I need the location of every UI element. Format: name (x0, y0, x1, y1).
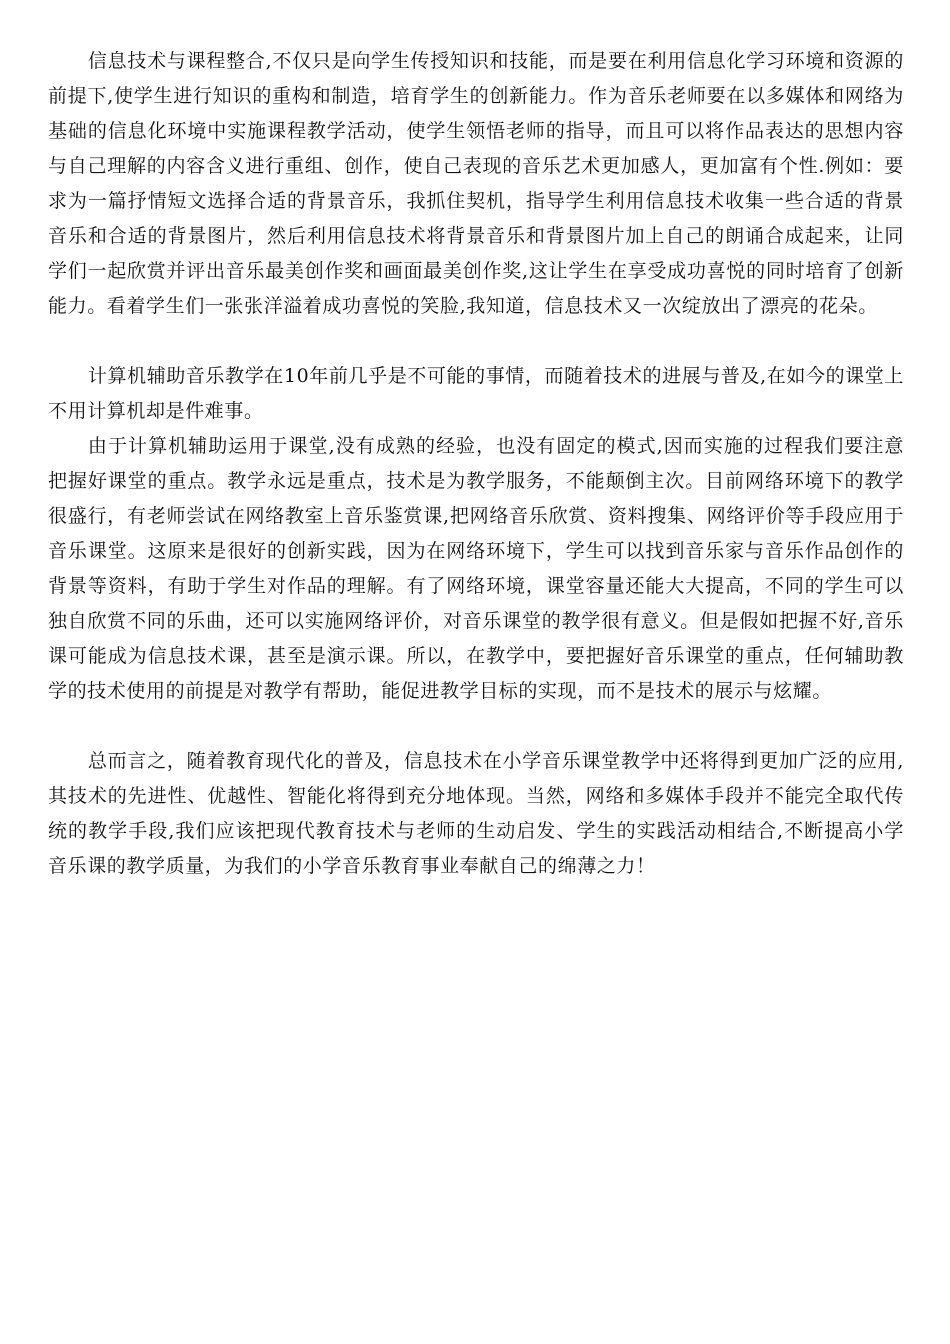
paragraph-computer-history: 计算机辅助音乐教学在10年前几乎是不可能的事情，而随着技术的进展与普及,在如今的课堂上不用计算机却是件难事。 (48, 365, 904, 422)
paragraph-gap (48, 709, 904, 744)
paragraph-gap (48, 324, 904, 359)
paragraph-conclusion: 总而言之，随着教育现代化的普及，信息技术在小学音乐课堂教学中还将得到更加广泛的应用,其技术的先进性、优越性、智能化将得到充分地体现。当然，网络和多媒体手段并不能完全取代传统的教学手段,我们应该把现代教育技术与老师的生动启发、学生的实践活动相结合,不断提高小学音乐课的教学质量，为我们的小学音乐教育事业奉献自己的绵薄之力！ (48, 750, 904, 877)
paragraph-integration: 信息技术与课程整合,不仅只是向学生传授知识和技能，而是要在利用信息化学习环境和资源的前提下,使学生进行知识的重构和制造，培育学生的创新能力。作为音乐老师要在以多媒体和网络为基础的信息化环境中实施课程教学活动，使学生领悟老师的指导，而且可以将作品表达的思想内容与自己理解的内容含义进行重组、创作，使自己表现的音乐艺术更加感人，更加富有个性.例如：要求为一篇抒情短文选择合适的背景音乐，我抓住契机，指导学生利用信息技术收集一些合适的背景音乐和合适的背景图片，然后利用信息技术将背景音乐和背景图片加上自己的朗诵合成起来，让同学们一起欣赏并评出音乐最美创作奖和画面最美创作奖,这让学生在享受成功喜悦的同时培育了创新能力。看着学生们一张张洋溢着成功喜悦的笑脸,我知道，信息技术又一次绽放出了漂亮的花朵。 (48, 50, 904, 317)
document-body (48, 44, 904, 884)
paragraph-classroom-focus: 由于计算机辅助运用于课堂,没有成熟的经验，也没有固定的模式,因而实施的过程我们要注意把握好课堂的重点。教学永远是重点，技术是为教学服务，不能颠倒主次。目前网络环境下的教学很盛行，有老师尝试在网络教室上音乐鉴赏课,把网络音乐欣赏、资料搜集、网络评价等手段应用于音乐课堂。这原来是很好的创新实践，因为在网络环境下，学生可以找到音乐家与音乐作品创作的背景等资料，有助于学生对作品的理解。有了网络环境，课堂容量还能大大提高，不同的学生可以独自欣赏不同的乐曲，还可以实施网络评价，对音乐课堂的教学很有意义。但是假如把握不好,音乐课可能成为信息技术课，甚至是演示课。所以，在教学中，要把握好音乐课堂的重点，任何辅助教学的技术使用的前提是对教学有帮助，能促进教学目标的实现，而不是技术的展示与炫耀。 (48, 435, 904, 702)
